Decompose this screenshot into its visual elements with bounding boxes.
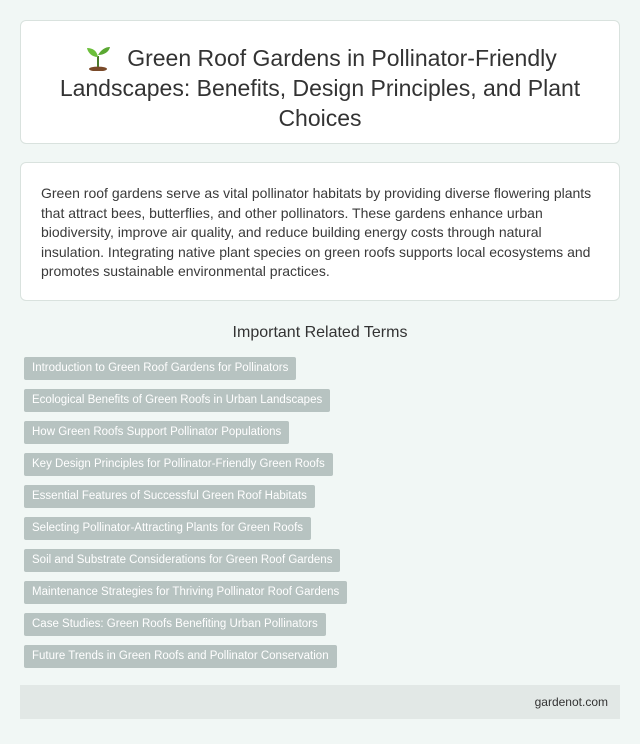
related-term-link[interactable]: How Green Roofs Support Pollinator Populations: [24, 421, 289, 444]
related-term-link[interactable]: Case Studies: Green Roofs Benefiting Urban Pollinators: [24, 613, 326, 636]
list-item: [24, 389, 640, 421]
page-title-text: Green Roof Gardens in Pollinator-Friendly Landscapes: Benefits, Design Principles, and Plant Choices: [59, 45, 581, 131]
list-item: [24, 581, 640, 613]
related-term-link[interactable]: Essential Features of Successful Green Roof Habitats: [24, 485, 315, 508]
summary-card: [20, 162, 620, 301]
footer: [20, 685, 620, 719]
list-item: [24, 613, 640, 645]
related-term-link[interactable]: Selecting Pollinator-Attracting Plants for Green Roofs: [24, 517, 311, 540]
list-item: [24, 645, 640, 677]
related-term-link[interactable]: Introduction to Green Roof Gardens for Pollinators: [24, 357, 296, 380]
title-card: [20, 20, 620, 144]
list-item: [24, 517, 640, 549]
sprout-icon: [83, 43, 113, 71]
related-term-link[interactable]: Soil and Substrate Considerations for Green Roof Gardens: [24, 549, 340, 572]
related-terms-heading: Important Related Terms: [232, 324, 408, 341]
list-item: [24, 549, 640, 581]
list-item: [24, 453, 640, 485]
footer-site-link[interactable]: gardenot.com: [534, 695, 608, 709]
related-term-link[interactable]: Ecological Benefits of Green Roofs in Urban Landscapes: [24, 389, 330, 412]
list-item: [24, 421, 640, 453]
list-item: [24, 485, 640, 517]
related-term-link[interactable]: Future Trends in Green Roofs and Pollinator Conservation: [24, 645, 337, 668]
related-terms-list: [24, 357, 640, 677]
list-item: [24, 357, 640, 389]
summary-text: Green roof gardens serve as vital pollinator habitats by providing diverse flowering plants that attract bees, butterflies, and other pollinators. These gardens enhance urban biodiversity, improve air quality, and reduce building energy costs through natural insulation. Integrating native plant species on green roofs supports local ecosystems and promotes sustainable environmental practices.: [41, 185, 592, 279]
related-term-link[interactable]: Maintenance Strategies for Thriving Pollinator Roof Gardens: [24, 581, 347, 604]
page-title: [45, 43, 595, 133]
related-term-link[interactable]: Key Design Principles for Pollinator-Friendly Green Roofs: [24, 453, 333, 476]
